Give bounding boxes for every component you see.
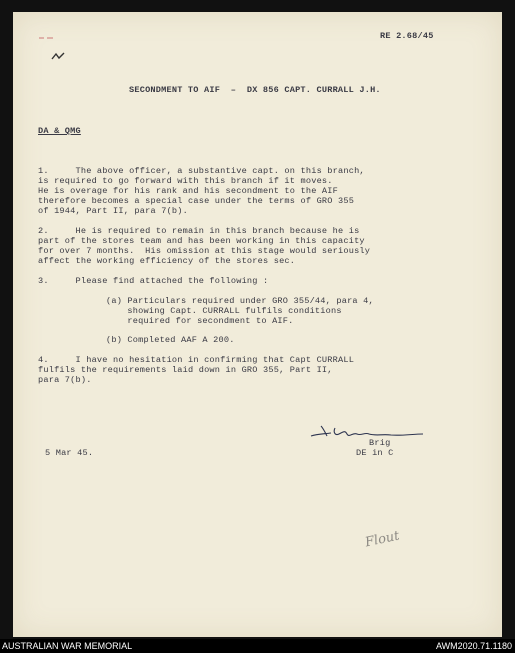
text-line: He is overage for his rank and his secondment to the AIF bbox=[38, 186, 338, 196]
text-line: fulfils the requirements laid down in GRO 355, Part II, bbox=[38, 365, 333, 375]
document-page bbox=[13, 12, 502, 637]
text-line: para 7(b). bbox=[38, 375, 92, 385]
date-line: 5 Mar 45. bbox=[45, 448, 94, 458]
signatory-title: DE in C bbox=[356, 448, 394, 458]
footer-institution: AUSTRALIAN WAR MEMORIAL bbox=[2, 641, 133, 651]
attachment-b: (b) Completed AAF A 200. bbox=[106, 335, 235, 345]
text-line: of 1944, Part II, para 7(b). bbox=[38, 206, 188, 216]
text-line: (a) Particulars required under GRO 355/44, para 4, bbox=[106, 296, 374, 306]
text-line: required for secondment to AIF. bbox=[106, 316, 294, 326]
subject-line: SECONDMENT TO AIF – DX 856 CAPT. CURRALL J.H. bbox=[129, 85, 381, 95]
paragraph-3: 3. Please find attached the following : bbox=[38, 276, 269, 286]
footer-accession: AWM2020.71.1180 bbox=[435, 641, 512, 651]
text-line: 1. The above officer, a substantive capt. on this branch, bbox=[38, 166, 365, 176]
signatory-rank: Brig bbox=[369, 438, 391, 448]
archive-footer bbox=[0, 639, 515, 653]
text-line: is required to go forward with this branch if it moves. bbox=[38, 176, 333, 186]
text-line: 4. I have no hesitation in confirming that Capt CURRALL bbox=[38, 355, 355, 365]
text-line: showing Capt. CURRALL fulfils conditions bbox=[106, 306, 342, 316]
text-line: for over 7 months. His omission at this stage would seriously bbox=[38, 246, 371, 256]
reference-number: RE 2.68/45 bbox=[380, 31, 434, 41]
text-line: affect the working efficiency of the stores sec. bbox=[38, 256, 296, 266]
handwritten-note: Flout bbox=[363, 528, 401, 551]
addressee: DA & QMG bbox=[38, 126, 81, 136]
text-line: therefore becomes a special case under the terms of GRO 355 bbox=[38, 196, 355, 206]
pencil-mark bbox=[51, 48, 65, 66]
corner-marks bbox=[39, 28, 53, 34]
text-line: 2. He is required to remain in this branch because he is bbox=[38, 226, 360, 236]
text-line: part of the stores team and has been working in this capacity bbox=[38, 236, 365, 246]
